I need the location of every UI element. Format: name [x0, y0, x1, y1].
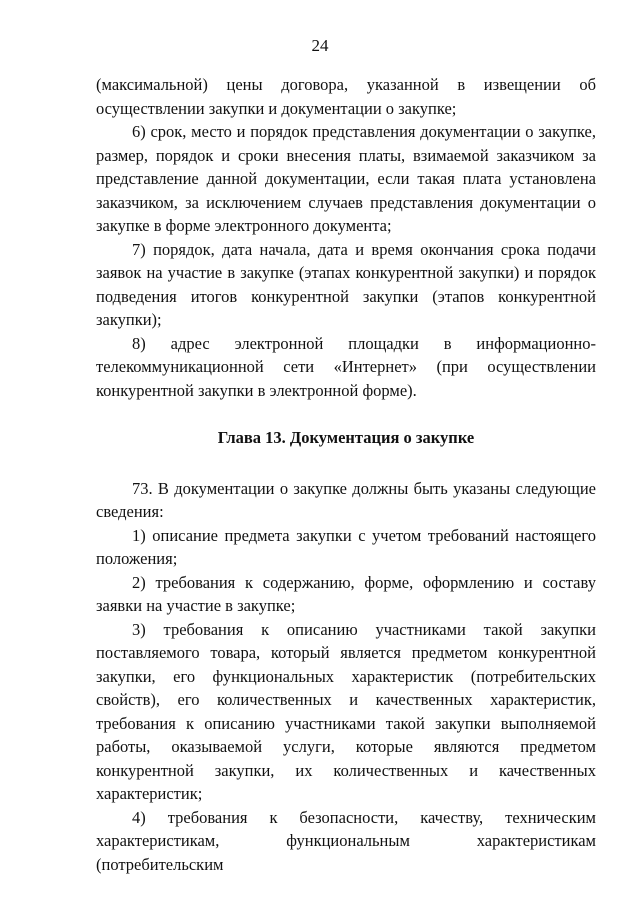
paragraph-item-4: 4) требования к безопасности, качеству, техническим характеристикам, функциональным характеристикам (потребительским	[96, 807, 596, 874]
paragraph-item-1: 1) описание предмета закупки с учетом требований настоящего положения;	[96, 525, 596, 568]
paragraph-item-6: 6) срок, место и порядок представления документации о закупке, размер, порядок и сроки внесения платы, взимаемой заказчиком за представление данной документации, если такая плата установлена заказчиком, за исключением случаев представления документации о закупке в форме электронного документа;	[96, 122, 596, 235]
paragraph-continuation: (максимальной) цены договора, указанной в извещении об осуществлении закупки и документации о закупке;	[96, 75, 596, 118]
paragraph-item-2: 2) требования к содержанию, форме, оформлению и составу заявки на участие в закупке;	[96, 572, 596, 615]
paragraph-item-7: 7) порядок, дата начала, дата и время окончания срока подачи заявок на участие в закупке (этапах конкурентной закупки) и порядок подведения итогов конкурентной закупки (этапов конкурентной закупки);	[96, 239, 596, 329]
paragraph-clause-73: 73. В документации о закупке должны быть указаны следующие сведения:	[96, 478, 596, 521]
page-number: 24	[311, 36, 329, 55]
paragraph-item-8: 8) адрес электронной площадки в информационно-телекоммуникационной сети «Интернет» (при осуществлении конкурентной закупки в электронной форме).	[96, 333, 596, 400]
document-body	[96, 73, 596, 876]
chapter-heading: Глава 13. Документация о закупке	[217, 428, 475, 447]
paragraph-item-3: 3) требования к описанию участниками такой закупки поставляемого товара, который является предметом конкурентной закупки, его функциональных характеристик (потребительских свойств), его количественных и качественных характеристик, требования к описанию участниками такой закупки выполняемой работы, оказываемой услуги, которые являются предметом конкурентной закупки, их количественных и качественных характеристик;	[96, 619, 596, 803]
